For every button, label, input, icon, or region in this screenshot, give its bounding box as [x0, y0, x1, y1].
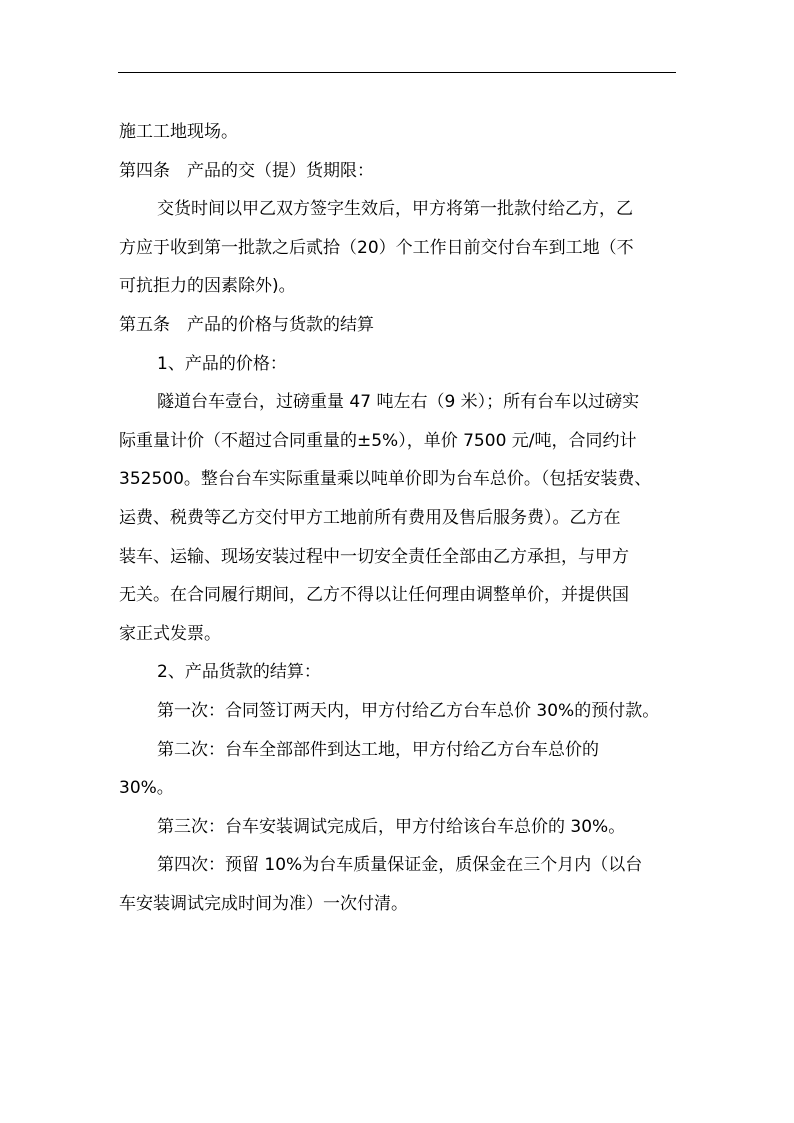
text-line: 际重量计价（不超过合同重量的±5%），单价 7500 元/吨，合同约计: [119, 430, 637, 451]
document-body: [119, 113, 679, 923]
text-line: 车安装调试完成时间为准）一次付清。: [119, 893, 408, 914]
text-line: 352500。整台台车实际重量乘以吨单价即为台车总价。（包括安装费、: [119, 469, 652, 490]
payment-third: 第三次：台车安装调试完成后，甲方付给该台车总价的 30%。: [157, 816, 626, 837]
text-line: 施工工地现场。: [119, 122, 238, 142]
subsection-heading-price: 1、产品的价格：: [157, 353, 287, 374]
text-line: 隧道台车壹台，过磅重量 47 吨左右（9 米）；所有台车以过磅实: [157, 392, 640, 413]
text-line: 交货时间以甲乙双方签字生效后，甲方将第一批款付给乙方，乙: [157, 199, 633, 220]
text-line: 方应于收到第一批款之后贰拾（20）个工作日前交付台车到工地（不: [119, 237, 634, 258]
text-line: 30%。: [119, 778, 174, 799]
payment-second: 第二次：台车全部部件到达工地，甲方付给乙方台车总价的: [157, 739, 599, 760]
subsection-heading-settlement: 2、产品货款的结算：: [157, 662, 321, 683]
text-line: 家正式发票。: [119, 623, 221, 644]
header-rule: [118, 72, 676, 73]
text-line: 可抗拒力的因素除外)。: [119, 276, 296, 297]
section-heading-article-5: 第五条 产品的价格与货款的结算: [119, 314, 374, 335]
payment-first: 第一次：合同签订两天内，甲方付给乙方台车总价 30%的预付款。: [157, 700, 660, 721]
payment-fourth: 第四次：预留 10%为台车质量保证金，质保金在三个月内（以台: [157, 855, 643, 876]
text-line: 装车、运输、现场安装过程中一切安全责任全部由乙方承担，与甲方: [119, 546, 629, 567]
section-heading-article-4: 第四条 产品的交（提）货期限：: [119, 160, 374, 181]
text-line: 无关。在合同履行期间，乙方不得以让任何理由调整单价，并提供国: [119, 585, 629, 606]
text-line: 运费、税费等乙方交付甲方工地前所有费用及售后服务费）。乙方在: [119, 507, 621, 528]
